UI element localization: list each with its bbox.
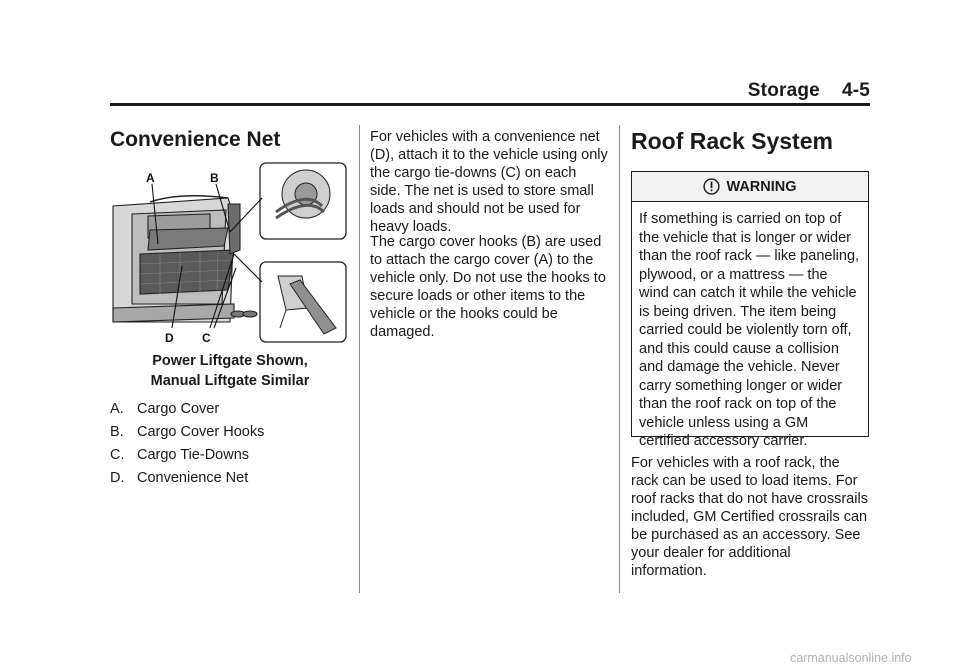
page-number: 4-5 xyxy=(841,80,870,101)
legend-item xyxy=(110,446,350,469)
header-rule xyxy=(110,103,870,106)
legend-item xyxy=(110,469,350,492)
figure-legend xyxy=(110,400,350,492)
convenience-net-title: Convenience Net xyxy=(110,128,281,151)
figure-label-c: C xyxy=(202,331,211,345)
page-header xyxy=(110,80,870,104)
cargo-area-illustration xyxy=(110,158,350,348)
warning-icon xyxy=(703,178,720,195)
roof-rack-title: Roof Rack System xyxy=(631,128,833,154)
section-title: Storage xyxy=(747,80,820,101)
figure-label-b: B xyxy=(210,171,219,185)
roof-rack-paragraph: For vehicles with a roof rack, the rack can be used to load items. For roof racks that do not have crossrails included, GM Certified crossrails can be purchased as an accessory. See your dealer for additional information. xyxy=(631,455,868,579)
warning-text: If something is carried on top of the vehicle that is longer or wider than the roof rack — like paneling, plywood, or a mattress — the wind can catch it while the vehicle is being driven. The item being carried could be violently torn off, and this could cause a collision and damage the vehicle. Never carry something longer or wider than the roof rack on top of the vehicle unless using a GM certified accessory carrier. xyxy=(639,211,860,449)
legend-item xyxy=(110,423,350,446)
convenience-net-paragraph-2: The cargo cover hooks (B) are used to attach the cargo cover (A) to the vehicle only. Do not use the hooks to secure loads or other items to the vehicle or the hooks could be damaged. xyxy=(370,234,606,340)
convenience-net-paragraph-1: For vehicles with a convenience net (D), attach it to the vehicle using only the cargo tie-downs (C) on each side. The net is used to store small loads and should not be used for heavy loads. xyxy=(370,129,608,235)
legend-key: C. xyxy=(110,447,125,463)
legend-key: B. xyxy=(110,424,124,440)
legend-text: Cargo Cover Hooks xyxy=(137,424,265,440)
caption-line-1: Power Liftgate Shown, xyxy=(152,353,308,369)
legend-item xyxy=(110,400,350,423)
column-divider-right xyxy=(619,125,620,593)
warning-label: WARNING xyxy=(726,178,797,195)
column-divider-left xyxy=(359,125,360,593)
legend-text: Cargo Cover xyxy=(137,401,220,417)
legend-text: Cargo Tie-Downs xyxy=(137,447,250,463)
watermark: carmanualsonline.info xyxy=(790,651,912,665)
legend-key: D. xyxy=(110,470,125,486)
warning-box xyxy=(631,171,869,449)
figure-caption xyxy=(110,351,350,391)
warning-header xyxy=(632,172,868,202)
caption-line-2: Manual Liftgate Similar xyxy=(150,373,310,389)
figure-label-d: D xyxy=(165,331,174,345)
legend-key: A. xyxy=(110,401,124,417)
legend-text: Convenience Net xyxy=(137,470,249,486)
figure-label-a: A xyxy=(146,171,155,185)
